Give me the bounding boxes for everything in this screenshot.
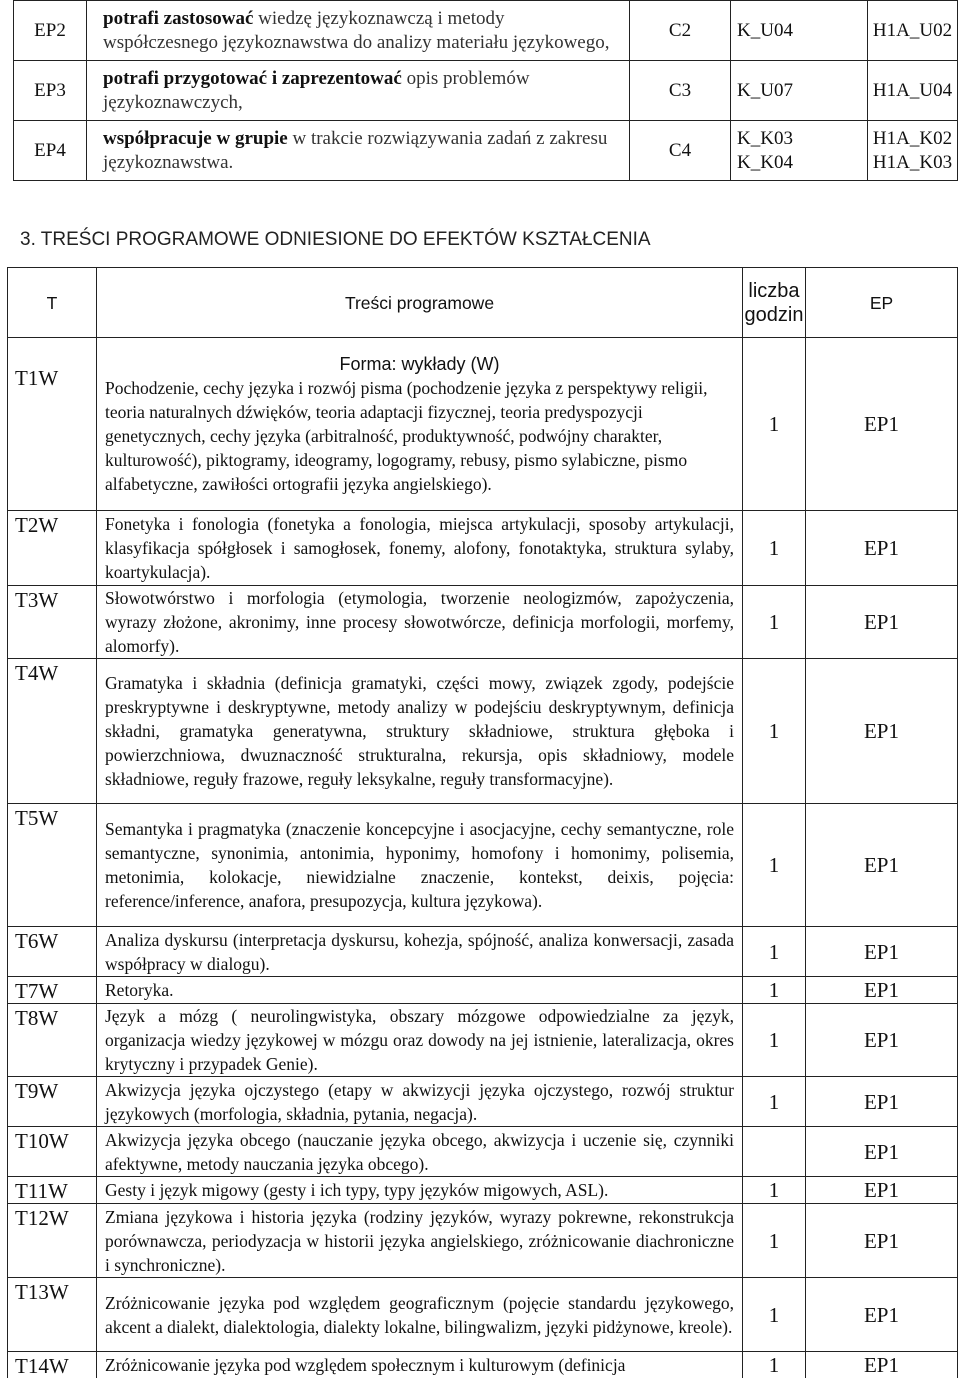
row-hours: 1	[743, 1278, 806, 1352]
header-ep: EP	[806, 268, 958, 338]
row-hours: 1	[743, 977, 806, 1004]
row-id: T14W	[8, 1352, 97, 1379]
outcome-row	[14, 121, 958, 181]
row-ep: EP1	[806, 977, 958, 1004]
row-text: Fonetyka i fonologia (fonetyka a fonologia, miejsca artykulacji, sposoby artykulacji, klasyfikacja spółgłosek i samogłosek, fonemy, alofony, fonotaktyka, struktura sylaby, koartykulacja).	[105, 514, 734, 582]
outcome-h-code: H1A_U04	[868, 61, 958, 121]
row-id: T7W	[8, 977, 97, 1004]
outcome-ep: EP2	[14, 1, 87, 61]
outcome-h-code: H1A_K02 H1A_K03	[868, 121, 958, 181]
row-hours: 1	[743, 1204, 806, 1278]
row-ep: EP1	[806, 1177, 958, 1204]
outcome-description	[87, 1, 630, 61]
row-ep: EP1	[806, 586, 958, 659]
row-text: Język a mózg ( neurolingwistyka, obszary mózgowe odpowiedzialne za język, organizacja wiedzy językowej w mózgu oraz dowody na jej istnienie, lateralizacja, okres krytyczny i przypadek Genie).	[105, 1006, 734, 1074]
outcome-goal: C3	[630, 61, 731, 121]
row-hours: 1	[743, 1177, 806, 1204]
table-row	[8, 1177, 958, 1204]
row-text: Akwizycja języka obcego (nauczanie języka obcego, akwizycja i uczenie się, czynniki afektywne, metody nauczania języka obcego).	[105, 1129, 734, 1174]
row-hours: 1	[743, 804, 806, 927]
row-hours: 1	[743, 927, 806, 977]
table-header-row	[8, 268, 958, 338]
row-hours: 1	[743, 1077, 806, 1127]
row-text: Zmiana językowa i historia języka (rodziny języków, wyrazy pokrewne, rekonstrukcja porównawcza, periodyzacja w historii języka angielskiego, zróżnicowanie diachroniczne i synchroniczne).	[105, 1206, 734, 1275]
table-row	[8, 1127, 958, 1177]
row-content	[97, 1352, 743, 1379]
row-ep: EP1	[806, 804, 958, 927]
outcome-description	[87, 61, 630, 121]
row-text: Semantyka i pragmatyka (znaczenie koncepcyjne i asocjacyjne, cechy semantyczne, role semantyczne, synonimia, antonimia, hyponimy, homofony i homonimy, polisemia, metonimia, kolokacje, niewidzialne znaczenie, kontekst, deixis, pojęcia: reference/inference, anafora, presupozycja, kultura językowa).	[105, 819, 734, 911]
table-row	[8, 977, 958, 1004]
row-id: T1W	[8, 338, 97, 511]
row-hours: 1	[743, 338, 806, 511]
outcome-verb: współpracuje w grupie	[103, 127, 288, 149]
row-content	[97, 511, 743, 586]
outcome-k-code: K_K03 K_K04	[731, 121, 868, 181]
outcome-description	[87, 121, 630, 181]
program-content-table	[7, 267, 958, 1378]
outcome-row	[14, 1, 958, 61]
row-content	[97, 977, 743, 1004]
row-text: Gesty i język migowy (gesty i ich typy, typy języków migowych, ASL).	[105, 1180, 609, 1200]
row-id: T11W	[8, 1177, 97, 1204]
row-ep: EP1	[806, 1127, 958, 1177]
row-content	[97, 1127, 743, 1177]
row-id: T6W	[8, 927, 97, 977]
row-content	[97, 927, 743, 977]
row-hours: 1	[743, 659, 806, 804]
row-text: Słowotwórstwo i morfologia (etymologia, tworzenie neologizmów, zapożyczenia, wyrazy złożone, akronimy, inne procesy słowotwórcze, definicja morfologii, morfemy, alomorfy).	[105, 588, 734, 656]
outcome-rest: wiedzę językoznawczą i metody współczesnego językoznawstwa do analizy materiału językowego,	[103, 7, 610, 53]
row-ep: EP1	[806, 927, 958, 977]
outcome-verb: potrafi przygotować i zaprezentować	[103, 67, 402, 89]
row-id: T5W	[8, 804, 97, 927]
learning-outcomes-table	[13, 0, 958, 181]
row-content	[97, 659, 743, 804]
row-hours: 1	[743, 1004, 806, 1077]
row-id: T8W	[8, 1004, 97, 1077]
row-text: Gramatyka i składnia (definicja gramatyki, części mowy, związek zgody, podejście preskryptywne i deskryptywne, metody analizy w podejściu deskryptywnym, definicja składni, gramatyka generatywna, struktury składniowe, struktura głęboka i powierzchniowa, dwuznaczność strukturalna, rekursja, opis składniowy, modele składniowe, reguły frazowe, reguły leksykalne, reguły transformacyjne).	[105, 673, 734, 789]
table-row	[8, 1077, 958, 1127]
header-liczba-godzin: liczba godzin	[743, 268, 806, 338]
row-hours: 1	[743, 511, 806, 586]
row-content	[97, 1004, 743, 1077]
row-text: Analiza dyskursu (interpretacja dyskursu, kohezja, spójność, analiza konwersacji, zasada współpracy w dialogu).	[105, 929, 734, 974]
table-row	[8, 659, 958, 804]
row-text: Pochodzenie, cechy języka i rozwój pisma (pochodzenie języka z perspektywy religii, teoria naturalnych dźwięków, teoria adaptacji fizycznej, teoria predyspozycji genetycznych, cechy języka (arbitralność, produktywność, podwójny charakter, kulturowość), piktogramy, ideogramy, logogramy, rebusy, pismo sylabiczne, pismo alfabetyczne, zawiłości ortografii języka angielskiego).	[105, 378, 708, 494]
outcome-ep: EP3	[14, 61, 87, 121]
row-id: T2W	[8, 511, 97, 586]
row-ep: EP1	[806, 1204, 958, 1278]
row-id: T13W	[8, 1278, 97, 1352]
header-tresci-programowe: Treści programowe	[97, 268, 743, 338]
table-row	[8, 338, 958, 511]
row-ep: EP1	[806, 338, 958, 511]
row-hours	[743, 1127, 806, 1177]
outcome-k-code: K_U07	[731, 61, 868, 121]
table-row	[8, 1004, 958, 1077]
outcome-row	[14, 61, 958, 121]
row-id: T10W	[8, 1127, 97, 1177]
row-content	[97, 1077, 743, 1127]
outcome-rest: w trakcie rozwiązywania zadań z zakresu językoznawstwa.	[103, 127, 608, 173]
outcome-goal: C2	[630, 1, 731, 61]
table-row	[8, 511, 958, 586]
row-id: T4W	[8, 659, 97, 804]
outcome-k-code: K_U04	[731, 1, 868, 61]
row-ep: EP1	[806, 1004, 958, 1077]
row-content	[97, 1177, 743, 1204]
row-ep: EP1	[806, 659, 958, 804]
row-hours: 1	[743, 1352, 806, 1379]
outcome-ep: EP4	[14, 121, 87, 181]
row-text: Zróżnicowanie języka pod względem geograficznym (pojęcie standardu językowego, akcent a dialekt, dialektologia, dialekty lokalne, bilingwalizm, języki pidżynowe, kreole).	[105, 1292, 734, 1337]
row-text: Akwizycja języka ojczystego (etapy w akwizycji języka ojczystego, rozwój struktur językowych (morfologia, składnia, pytania, negacja).	[105, 1079, 734, 1124]
row-ep: EP1	[806, 1278, 958, 1352]
row-id: T12W	[8, 1204, 97, 1278]
outcome-h-code: H1A_U02	[868, 1, 958, 61]
row-content	[97, 804, 743, 927]
row-content	[97, 1204, 743, 1278]
table-row	[8, 586, 958, 659]
row-content	[97, 338, 743, 511]
outcome-rest: opis problemów językoznawczych,	[103, 67, 530, 113]
row-content	[97, 1278, 743, 1352]
outcome-goal: C4	[630, 121, 731, 181]
table-row	[8, 927, 958, 977]
table-row	[8, 1204, 958, 1278]
row-hours: 1	[743, 586, 806, 659]
forma-label: Forma: wykłady (W)	[339, 354, 500, 374]
table-row	[8, 1352, 958, 1379]
row-id: T9W	[8, 1077, 97, 1127]
row-id: T3W	[8, 586, 97, 659]
table-row	[8, 1278, 958, 1352]
row-ep: EP1	[806, 1077, 958, 1127]
row-text: Retoryka.	[105, 980, 174, 1000]
table-row	[8, 804, 958, 927]
outcome-verb: potrafi zastosować	[103, 7, 254, 29]
row-text: Zróżnicowanie języka pod względem społecznym i kulturowym (definicja	[105, 1355, 626, 1375]
section-heading: 3. TREŚCI PROGRAMOWE ODNIESIONE DO EFEKTÓW KSZTAŁCENIA	[20, 229, 651, 250]
row-ep: EP1	[806, 511, 958, 586]
row-content	[97, 586, 743, 659]
row-ep: EP1	[806, 1352, 958, 1379]
header-t: T	[8, 268, 97, 338]
